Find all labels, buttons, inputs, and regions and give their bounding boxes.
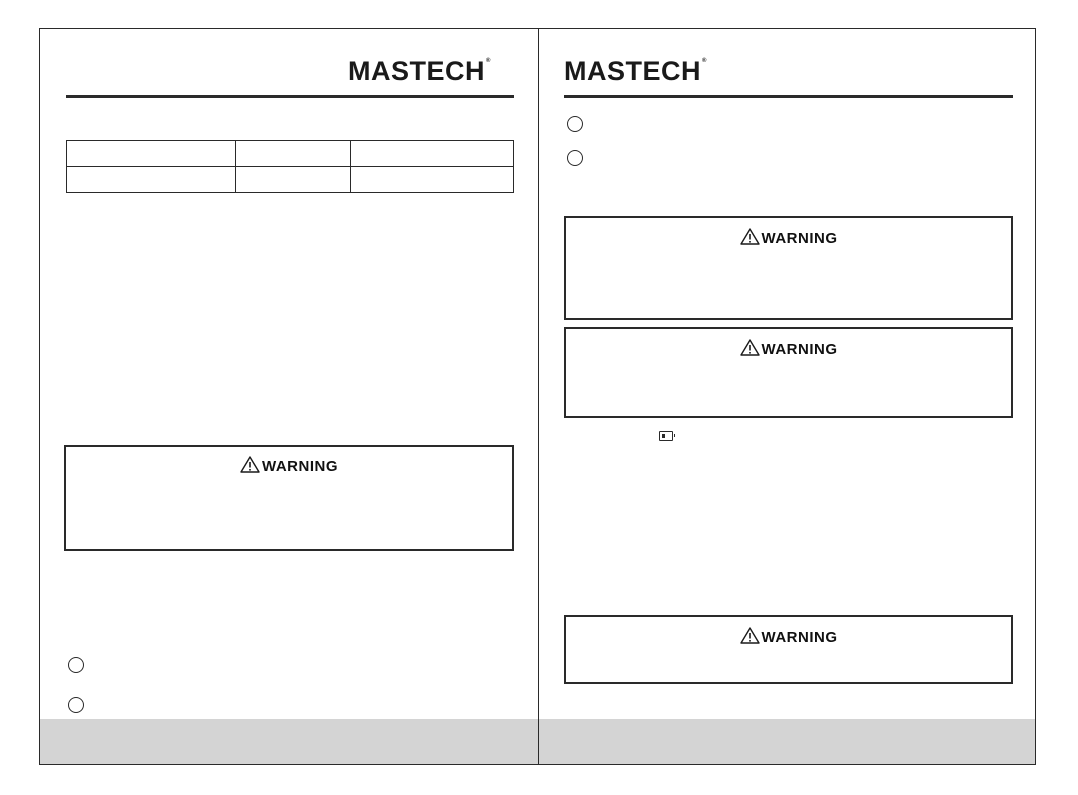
- warning-triangle-icon: [740, 339, 760, 356]
- battery-icon: [659, 431, 673, 441]
- warning-triangle-icon: [240, 456, 260, 473]
- warning-label: WARNING: [761, 341, 838, 358]
- header-rule-right: [564, 95, 1013, 98]
- table-cell: [67, 167, 236, 193]
- circle-marker-icon: [68, 697, 84, 713]
- warning-label: WARNING: [761, 629, 838, 646]
- brand-logo-right: [564, 58, 707, 85]
- table-row: [67, 167, 514, 193]
- warning-box-right-1: [564, 216, 1013, 320]
- table-cell: [67, 141, 236, 167]
- table-cell: [351, 167, 514, 193]
- footer-band-left: [40, 719, 538, 764]
- warning-heading: [566, 627, 1011, 645]
- circle-marker-icon: [68, 657, 84, 673]
- spec-table: [66, 140, 514, 193]
- page-divider: [538, 28, 539, 765]
- brand-name: MASTECH: [564, 56, 701, 86]
- brand-registered-mark: ®: [702, 58, 707, 64]
- warning-heading: [66, 456, 512, 474]
- warning-heading: [566, 339, 1011, 357]
- warning-triangle-icon: [740, 627, 760, 644]
- warning-label: WARNING: [262, 458, 338, 475]
- warning-box-right-2: [564, 327, 1013, 418]
- header-rule-left: [66, 95, 514, 98]
- warning-heading: [566, 228, 1011, 246]
- circle-marker-icon: [567, 150, 583, 166]
- table-cell: [236, 167, 351, 193]
- table-row: [67, 141, 514, 167]
- table-cell: [351, 141, 514, 167]
- brand-name: MASTECH: [348, 56, 485, 86]
- circle-marker-icon: [567, 116, 583, 132]
- warning-box-right-3: [564, 615, 1013, 684]
- warning-triangle-icon: [740, 228, 760, 245]
- footer-band-right: [539, 719, 1035, 764]
- brand-logo-left: [348, 58, 491, 85]
- warning-label: WARNING: [761, 230, 838, 247]
- table-cell: [236, 141, 351, 167]
- brand-registered-mark: ®: [486, 58, 491, 64]
- warning-box-left: [64, 445, 514, 551]
